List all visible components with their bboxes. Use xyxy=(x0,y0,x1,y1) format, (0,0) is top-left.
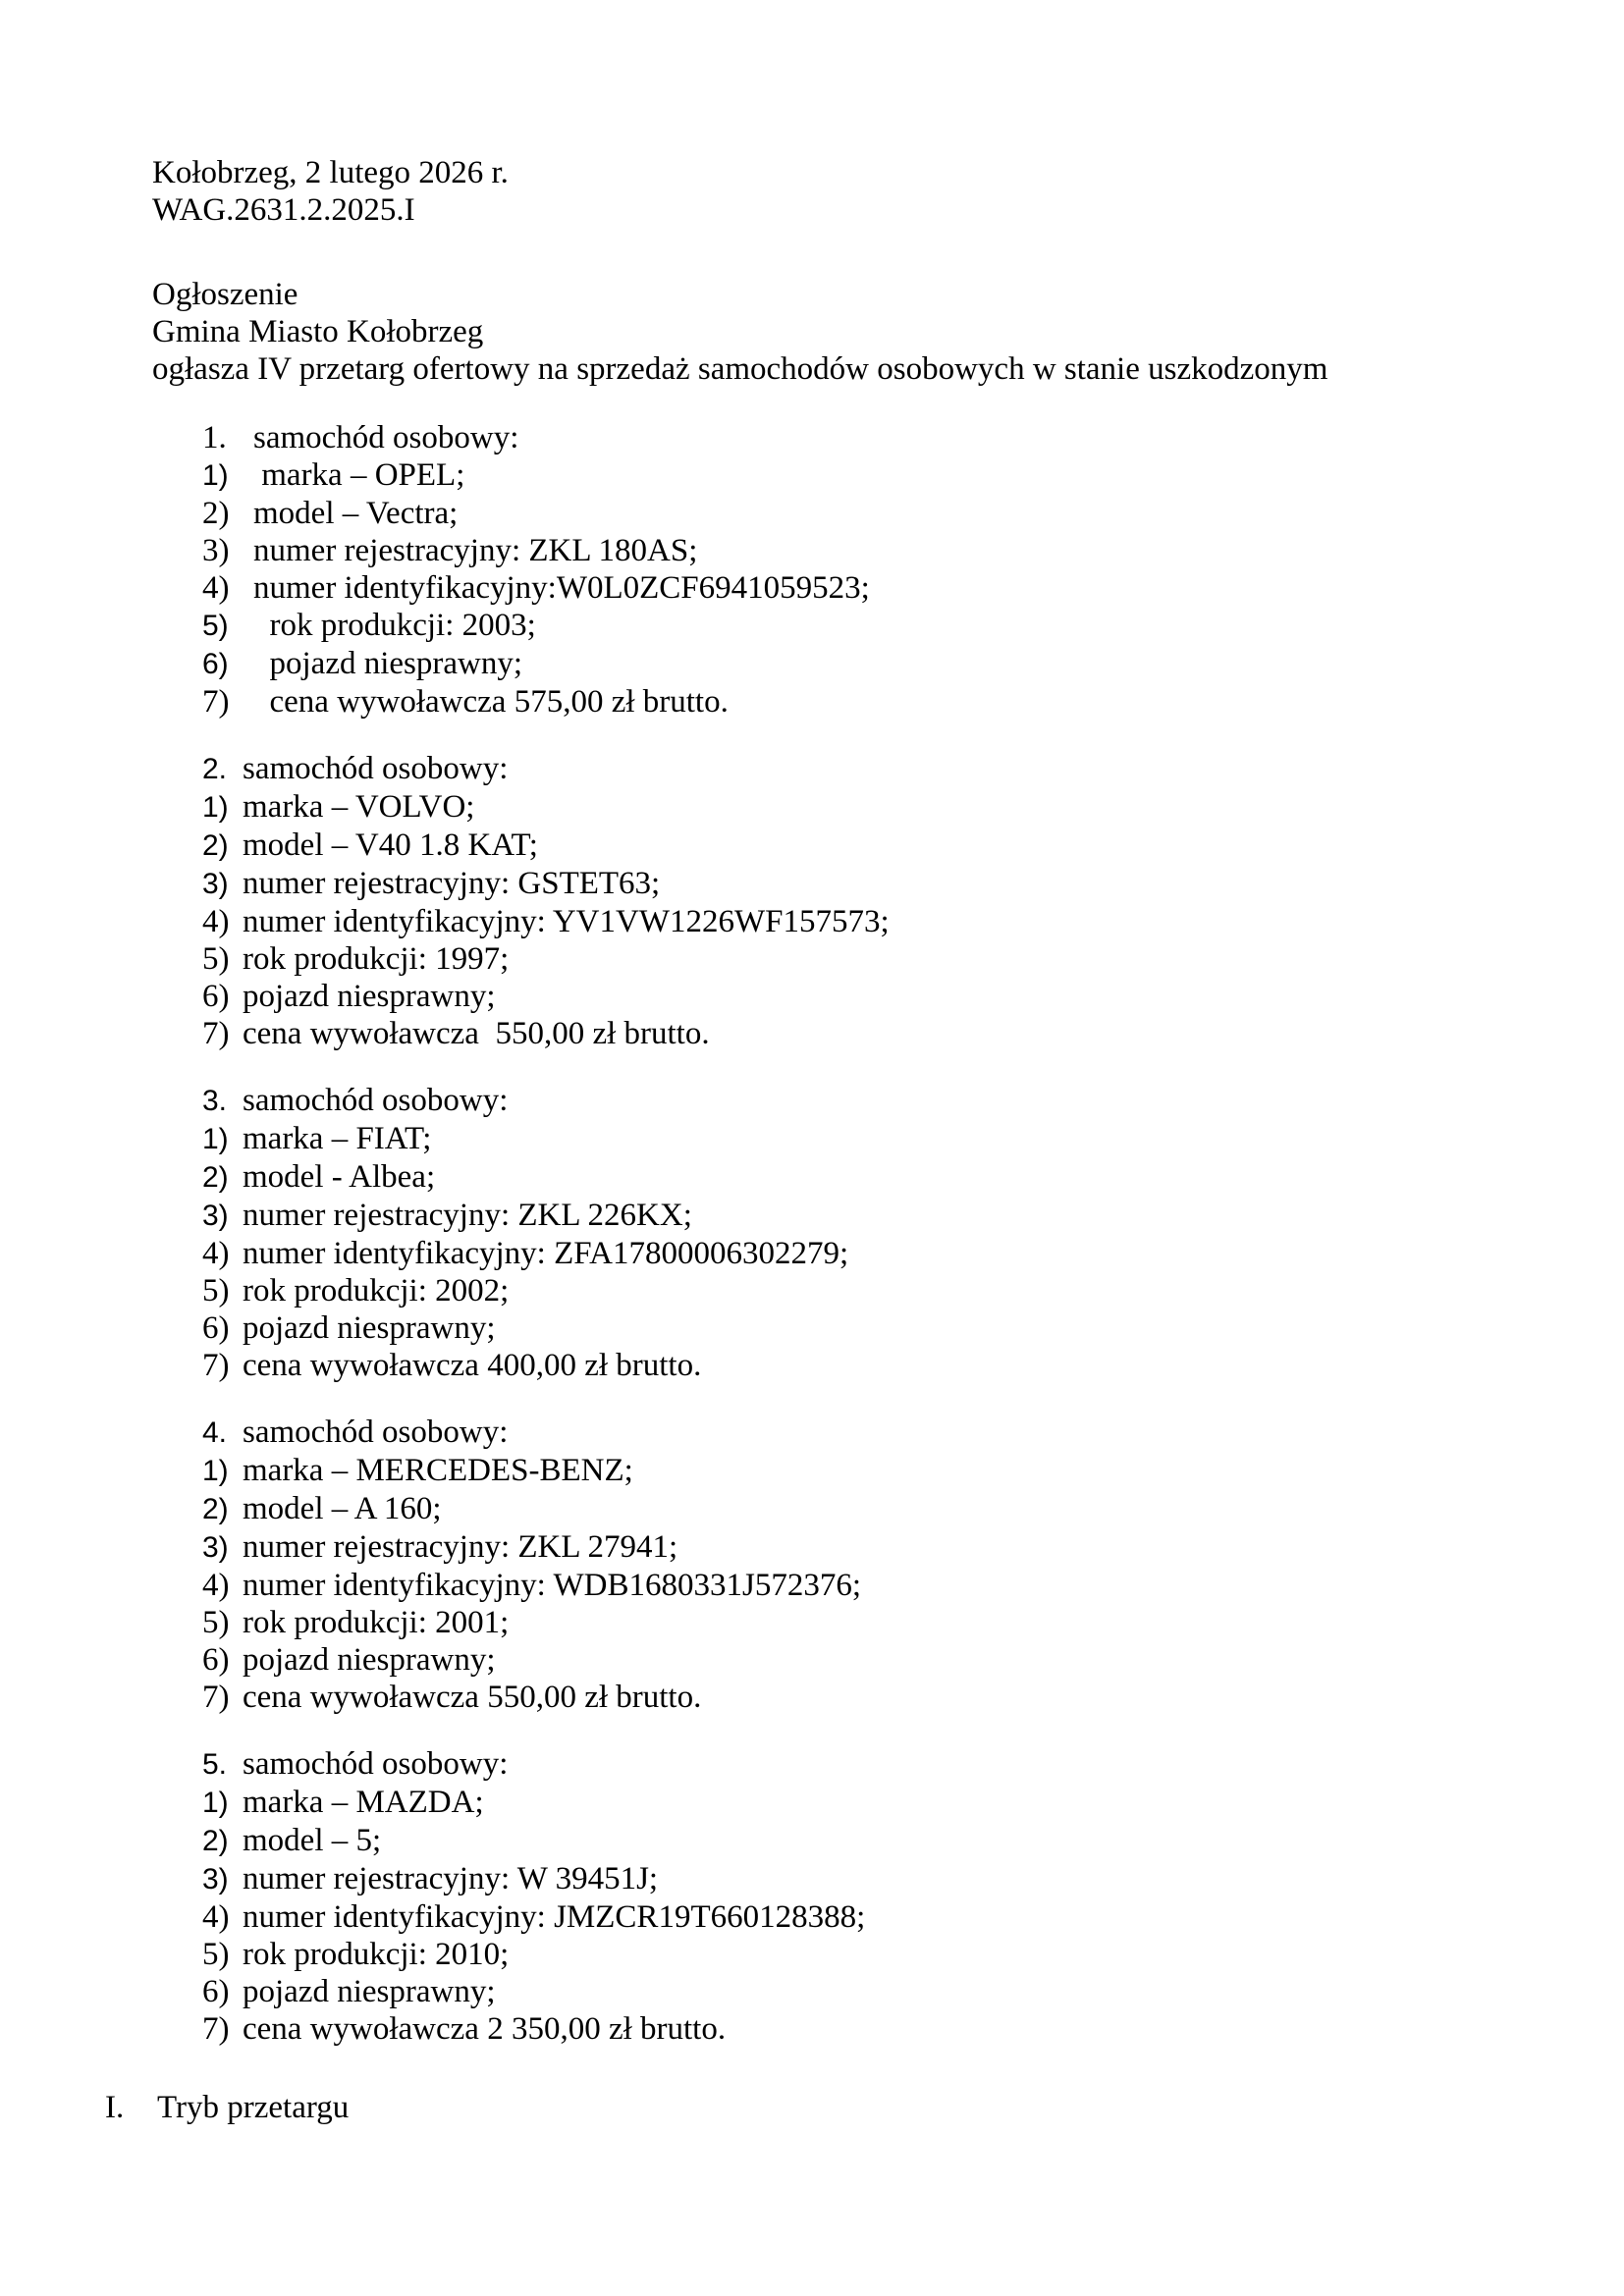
list-item-number: 4) xyxy=(202,904,230,939)
document-header xyxy=(152,0,1624,229)
list-item-number: 6) xyxy=(202,979,230,1014)
list-item-number: 4) xyxy=(202,570,230,606)
list-item xyxy=(0,1347,1624,1384)
list-item-text: rok produkcji: 1997; xyxy=(243,941,510,977)
section-number: I. xyxy=(105,2090,125,2125)
section-title: Tryb przetargu xyxy=(157,2090,350,2125)
list-item-number: 2) xyxy=(202,1825,229,1857)
list-item xyxy=(0,1235,1624,1272)
place-date: Kołobrzeg, 2 lutego 2026 r. xyxy=(152,155,509,190)
car-heading xyxy=(0,419,1624,456)
list-item xyxy=(0,903,1624,940)
list-item-text: pojazd niesprawny; xyxy=(253,646,523,681)
car-heading-text: samochód osobowy: xyxy=(243,1746,509,1782)
list-item-number: 1) xyxy=(202,1455,229,1487)
list-item-text: marka – MAZDA; xyxy=(243,1785,484,1820)
list-item-text: numer identyfikacyjny: YV1VW1226WF157573; xyxy=(243,904,890,939)
car-listing-3 xyxy=(0,1082,1624,1384)
car-listing-5 xyxy=(0,1745,1624,2048)
list-item xyxy=(0,1272,1624,1309)
list-item xyxy=(0,1158,1624,1197)
list-item-text: marka – MERCEDES-BENZ; xyxy=(243,1453,633,1488)
list-item-text: rok produkcji: 2010; xyxy=(243,1937,510,1972)
list-item-text: rok produkcji: 2001; xyxy=(243,1605,510,1640)
list-item-number: 7) xyxy=(202,1680,230,1715)
list-item xyxy=(0,645,1624,683)
car-heading-text: samochód osobowy: xyxy=(243,751,509,786)
list-item-text: cena wywoławcza 575,00 zł brutto. xyxy=(253,684,729,720)
list-item xyxy=(0,1490,1624,1528)
list-item xyxy=(0,1860,1624,1898)
announcement-block xyxy=(152,276,1624,388)
list-item-number: 1) xyxy=(202,459,229,492)
section-heading xyxy=(0,2089,1624,2126)
list-item-number: 5) xyxy=(202,1273,230,1308)
list-item-number: 7) xyxy=(202,684,230,720)
list-item-number: 2) xyxy=(202,1161,229,1194)
list-item-text: numer identyfikacyjny: JMZCR19T660128388; xyxy=(243,1899,866,1935)
list-item-text: numer identyfikacyjny:W0L0ZCF6941059523; xyxy=(253,570,870,606)
list-item-number: 4) xyxy=(202,1236,230,1271)
list-item-number: 5) xyxy=(202,941,230,977)
list-item-text: numer rejestracyjny: ZKL 27941; xyxy=(243,1529,678,1565)
list-item xyxy=(0,827,1624,865)
announcement-title: Ogłoszenie xyxy=(152,277,298,312)
list-item-number: 6) xyxy=(202,1310,230,1346)
list-item-text: model – A 160; xyxy=(243,1491,442,1526)
car-heading xyxy=(0,1414,1624,1452)
car-listing-1 xyxy=(0,419,1624,721)
list-item-text: cena wywoławcza 2 350,00 zł brutto. xyxy=(243,2011,727,2047)
case-number: WAG.2631.2.2025.I xyxy=(152,192,415,228)
list-item-number: 3) xyxy=(202,868,229,900)
announcement-subtitle: ogłasza IV przetarg ofertowy na sprzedaż samochodów osobowych w stanie uszkodzonym xyxy=(152,351,1328,387)
list-item-number: 2. xyxy=(202,753,228,785)
list-item-number: 5) xyxy=(202,610,229,642)
list-item-text: numer rejestracyjny: ZKL 226KX; xyxy=(243,1198,692,1233)
car-heading xyxy=(0,1745,1624,1784)
list-item xyxy=(0,1641,1624,1679)
list-item-number: 1) xyxy=(202,1787,229,1819)
list-item xyxy=(0,865,1624,903)
list-item-number: 6) xyxy=(202,1974,230,2009)
list-item xyxy=(0,978,1624,1015)
list-item-number: 1) xyxy=(202,791,229,824)
car-heading-text: samochód osobowy: xyxy=(243,1083,509,1118)
list-item-text: marka – FIAT; xyxy=(243,1121,432,1156)
list-item xyxy=(0,1936,1624,1973)
list-item xyxy=(0,1784,1624,1822)
list-item-number: 3) xyxy=(202,1863,229,1896)
car-listing-4 xyxy=(0,1414,1624,1716)
car-heading xyxy=(0,750,1624,788)
list-item-text: numer rejestracyjny: W 39451J; xyxy=(243,1861,659,1896)
list-item-number: 3) xyxy=(202,1531,229,1564)
list-item-text: pojazd niesprawny; xyxy=(243,1642,496,1678)
list-item xyxy=(0,2010,1624,2048)
list-item-number: 1. xyxy=(202,420,227,455)
list-item xyxy=(0,1898,1624,1936)
list-item-number: 7) xyxy=(202,1016,230,1051)
car-listing-2 xyxy=(0,750,1624,1052)
list-item xyxy=(0,940,1624,978)
list-item-number: 2) xyxy=(202,1493,229,1525)
list-item-text: pojazd niesprawny; xyxy=(243,1974,496,2009)
list-item xyxy=(0,495,1624,532)
list-item xyxy=(0,1604,1624,1641)
list-item-text: numer rejestracyjny: ZKL 180AS; xyxy=(253,533,698,568)
list-item-text: marka – VOLVO; xyxy=(243,789,475,825)
list-item xyxy=(0,1822,1624,1860)
list-item-text: model – 5; xyxy=(243,1823,382,1858)
list-item-number: 5) xyxy=(202,1605,230,1640)
list-item xyxy=(0,683,1624,721)
list-item-text: cena wywoławcza 550,00 zł brutto. xyxy=(243,1016,710,1051)
list-item xyxy=(0,1679,1624,1716)
list-item-text: numer identyfikacyjny: WDB1680331J572376; xyxy=(243,1568,861,1603)
car-heading-text: samochód osobowy: xyxy=(243,1415,509,1450)
list-item xyxy=(0,1973,1624,2010)
list-item-number: 7) xyxy=(202,1348,230,1383)
list-item xyxy=(0,1567,1624,1604)
list-item-number: 6) xyxy=(202,648,229,680)
list-item xyxy=(0,1120,1624,1158)
list-item xyxy=(0,532,1624,569)
list-item-number: 5. xyxy=(202,1748,228,1781)
list-item-number: 5) xyxy=(202,1937,230,1972)
list-item-number: 3) xyxy=(202,1200,229,1232)
announcement-issuer: Gmina Miasto Kołobrzeg xyxy=(152,314,484,349)
list-item-text: cena wywoławcza 550,00 zł brutto. xyxy=(243,1680,702,1715)
list-item xyxy=(0,1309,1624,1347)
car-heading-text: samochód osobowy: xyxy=(253,420,519,455)
list-item-number: 4) xyxy=(202,1568,230,1603)
list-item-text: rok produkcji: 2003; xyxy=(253,608,536,643)
list-item-text: pojazd niesprawny; xyxy=(243,1310,496,1346)
list-item-text: numer rejestracyjny: GSTET63; xyxy=(243,866,661,901)
list-item xyxy=(0,1197,1624,1235)
list-item-number: 6) xyxy=(202,1642,230,1678)
list-item xyxy=(0,1015,1624,1052)
list-item-number: 4. xyxy=(202,1416,228,1449)
list-item xyxy=(0,607,1624,645)
list-item-text: model – Vectra; xyxy=(253,496,459,531)
list-item-text: rok produkcji: 2002; xyxy=(243,1273,510,1308)
list-item-text: model - Albea; xyxy=(243,1159,436,1195)
list-item-text: marka – OPEL; xyxy=(253,457,465,493)
list-item xyxy=(0,1452,1624,1490)
car-heading xyxy=(0,1082,1624,1120)
list-item-number: 3. xyxy=(202,1085,228,1117)
list-item xyxy=(0,1528,1624,1567)
list-item-text: pojazd niesprawny; xyxy=(243,979,496,1014)
list-item-text: model – V40 1.8 KAT; xyxy=(243,828,538,863)
list-item-number: 2) xyxy=(202,496,230,531)
list-item-number: 1) xyxy=(202,1123,229,1155)
list-item xyxy=(0,569,1624,607)
list-item-number: 7) xyxy=(202,2011,230,2047)
list-item-text: cena wywoławcza 400,00 zł brutto. xyxy=(243,1348,702,1383)
list-item-text: numer identyfikacyjny: ZFA17800006302279; xyxy=(243,1236,849,1271)
list-item xyxy=(0,788,1624,827)
list-item-number: 3) xyxy=(202,533,230,568)
list-item xyxy=(0,456,1624,495)
list-item-number: 4) xyxy=(202,1899,230,1935)
list-item-number: 2) xyxy=(202,829,229,862)
